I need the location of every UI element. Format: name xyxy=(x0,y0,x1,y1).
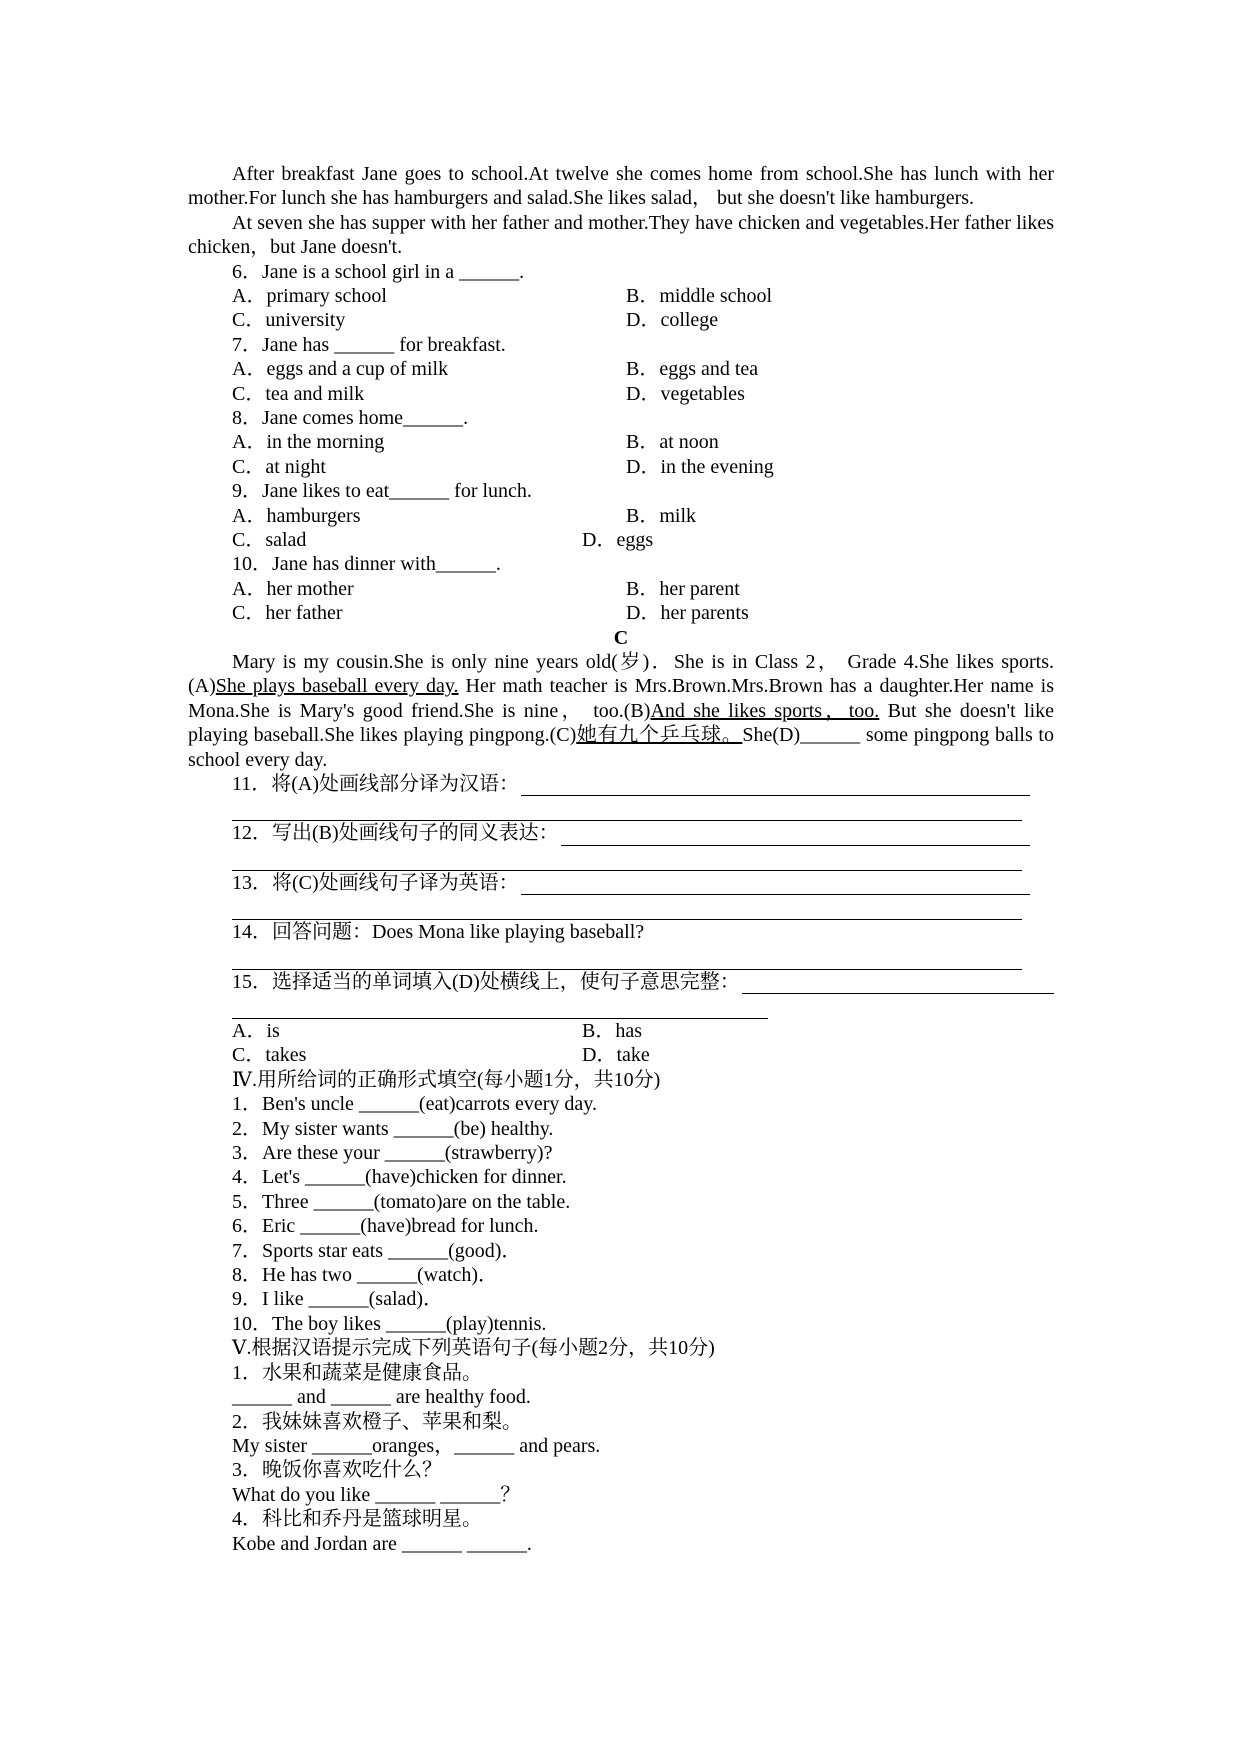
option-10b: B．her parent xyxy=(626,577,740,600)
section-5-item-1-zh: 1．水果和蔬菜是健康食品。 xyxy=(232,1361,482,1384)
option-15d: D．take xyxy=(582,1044,650,1067)
answer-line-13b[interactable] xyxy=(232,895,1022,920)
task-11 xyxy=(188,772,1054,796)
answer-line-14[interactable] xyxy=(232,945,1022,970)
option-6b: B．middle school xyxy=(626,285,773,308)
passage-paragraph-2: At seven she has supper with her father and mother.They have chicken and vegetables.Her father likes chicken，but Jane doesn't. xyxy=(188,211,1054,259)
underlined-sentence-c: 她有九个乒乓球。 xyxy=(576,724,743,747)
section-4-item-3: 3．Are these your ______(strawberry)? xyxy=(232,1142,553,1165)
passage-c-text-4: She(D)______ some pingpong balls to school every day. xyxy=(188,724,1054,771)
task-13 xyxy=(188,871,1054,895)
section-4-item-1: 1．Ben's uncle ______(eat)carrots every day. xyxy=(232,1093,597,1116)
option-9d: D．eggs xyxy=(582,528,654,551)
options-10-cd xyxy=(188,601,1054,625)
underlined-sentence-b: And she likes sports，too. xyxy=(650,699,880,722)
option-9a: A．hamburgers xyxy=(232,504,361,527)
answer-line-11b[interactable] xyxy=(232,796,1022,821)
option-15b: B．has xyxy=(582,1020,642,1043)
section-5-item-4-en: Kobe and Jordan are ______ ______. xyxy=(232,1532,532,1555)
options-9-cd xyxy=(188,528,1054,552)
section-4-item-10: 10．The boy likes ______(play)tennis. xyxy=(232,1312,547,1335)
underlined-sentence-a: She plays baseball every day. xyxy=(215,675,459,698)
option-7c: C．tea and milk xyxy=(232,382,365,405)
section-5-item-3-en: What do you like ______ ______？ xyxy=(232,1483,521,1506)
option-8d: D．in the evening xyxy=(626,455,774,478)
option-15c: C．takes xyxy=(232,1044,307,1067)
option-7b: B．eggs and tea xyxy=(626,358,759,381)
option-9b: B．milk xyxy=(626,504,697,527)
section-5-item-1-en: ______ and ______ are healthy food. xyxy=(232,1386,531,1409)
option-6c: C．university xyxy=(232,309,346,332)
option-10d: D．her parents xyxy=(626,602,749,625)
passage-c-text-3: But she doesn't like playing baseball.She likes playing pingpong.(C) xyxy=(188,699,1055,747)
option-8a: A．in the morning xyxy=(232,431,385,454)
section-4-item-5: 5．Three ______(tomato)are on the table. xyxy=(232,1190,571,1213)
options-10-ab xyxy=(188,577,1054,601)
options-6-ab xyxy=(188,284,1054,308)
section-5-item-3-zh: 3．晚饭你喜欢吃什么？ xyxy=(232,1459,442,1482)
task-12-prompt: 12．写出(B)处画线句子的同义表达： xyxy=(232,822,559,845)
answer-line-12a[interactable] xyxy=(561,825,1030,846)
question-6: 6．Jane is a school girl in a ______. xyxy=(232,260,525,283)
question-7: 7．Jane has ______ for breakfast. xyxy=(232,333,506,356)
options-8-ab xyxy=(188,430,1054,454)
question-10: 10．Jane has dinner with______. xyxy=(232,553,501,576)
options-7-ab xyxy=(188,357,1054,381)
section-4-item-2: 2．My sister wants ______(be) healthy. xyxy=(232,1117,554,1140)
option-15a: A．is xyxy=(232,1020,280,1043)
section-5-title: Ⅴ.根据汉语提示完成下列英语句子(每小题2分，共10分) xyxy=(232,1337,715,1360)
section-c-passage xyxy=(188,650,1054,772)
document-page xyxy=(188,162,1054,1556)
task-14-prompt: 14．回答问题：Does Mona like playing baseball? xyxy=(232,921,645,944)
section-4-item-4: 4．Let's ______(have)chicken for dinner. xyxy=(232,1166,567,1189)
option-7d: D．vegetables xyxy=(626,382,745,405)
option-6d: D．college xyxy=(626,309,719,332)
answer-line-15b[interactable] xyxy=(232,994,768,1019)
section-4-item-7: 7．Sports star eats ______(good)． xyxy=(232,1239,522,1262)
options-9-ab xyxy=(188,504,1054,528)
task-15 xyxy=(188,970,1054,994)
options-15-ab xyxy=(188,1019,1054,1043)
passage-c-text-1: Mary is my cousin.She is only nine years old(岁)．She is in Class 2， Grade 4.She likes sports.(A) xyxy=(188,650,1054,698)
option-7a: A．eggs and a cup of milk xyxy=(232,358,449,381)
section-5-item-4-zh: 4．科比和乔丹是篮球明星。 xyxy=(232,1508,482,1531)
option-10c: C．her father xyxy=(232,602,343,625)
section-4-item-6: 6．Eric ______(have)bread for lunch. xyxy=(232,1215,539,1238)
answer-line-15a[interactable] xyxy=(742,973,1054,994)
options-8-cd xyxy=(188,455,1054,479)
section-c-heading: C xyxy=(613,626,629,649)
section-4-item-8: 8．He has two ______(watch)． xyxy=(232,1264,499,1287)
answer-line-11a[interactable] xyxy=(521,775,1030,796)
section-5-item-2-zh: 2．我妹妹喜欢橙子、苹果和梨。 xyxy=(232,1410,522,1433)
passage-paragraph-1: After breakfast Jane goes to school.At twelve she comes home from school.She has lunch with her mother.For lunch she has hamburgers and salad.She likes salad， but she doesn't like hamburgers. xyxy=(188,163,1054,210)
option-6a: A．primary school xyxy=(232,285,387,308)
task-15-prompt: 15．选择适当的单词填入(D)处横线上，使句子意思完整： xyxy=(232,970,740,993)
option-10a: A．her mother xyxy=(232,577,354,600)
task-12 xyxy=(188,821,1054,845)
options-6-cd xyxy=(188,308,1054,332)
options-15-cd xyxy=(188,1043,1054,1067)
question-9: 9．Jane likes to eat______ for lunch. xyxy=(232,480,532,503)
answer-line-13a[interactable] xyxy=(521,874,1030,895)
task-13-prompt: 13．将(C)处画线句子译为英语： xyxy=(232,871,519,894)
option-8c: C．at night xyxy=(232,455,326,478)
option-9c: C．salad xyxy=(232,528,307,551)
answer-line-12b[interactable] xyxy=(232,846,1022,871)
option-8b: B．at noon xyxy=(626,431,719,454)
options-7-cd xyxy=(188,382,1054,406)
passage-c-text-2: Her math teacher is Mrs.Brown.Mrs.Brown has a daughter.Her name is Mona.She is Mary's good friend.She is nine， too.(B) xyxy=(188,675,1054,722)
section-4-title: Ⅳ.用所给词的正确形式填空(每小题1分，共10分) xyxy=(232,1068,661,1091)
section-4-item-9: 9．I like ______(salad)． xyxy=(232,1288,444,1311)
task-11-prompt: 11．将(A)处画线部分译为汉语： xyxy=(232,773,520,795)
question-8: 8．Jane comes home______. xyxy=(232,407,469,429)
section-5-item-2-en: My sister ______oranges，______ and pears. xyxy=(232,1434,601,1457)
